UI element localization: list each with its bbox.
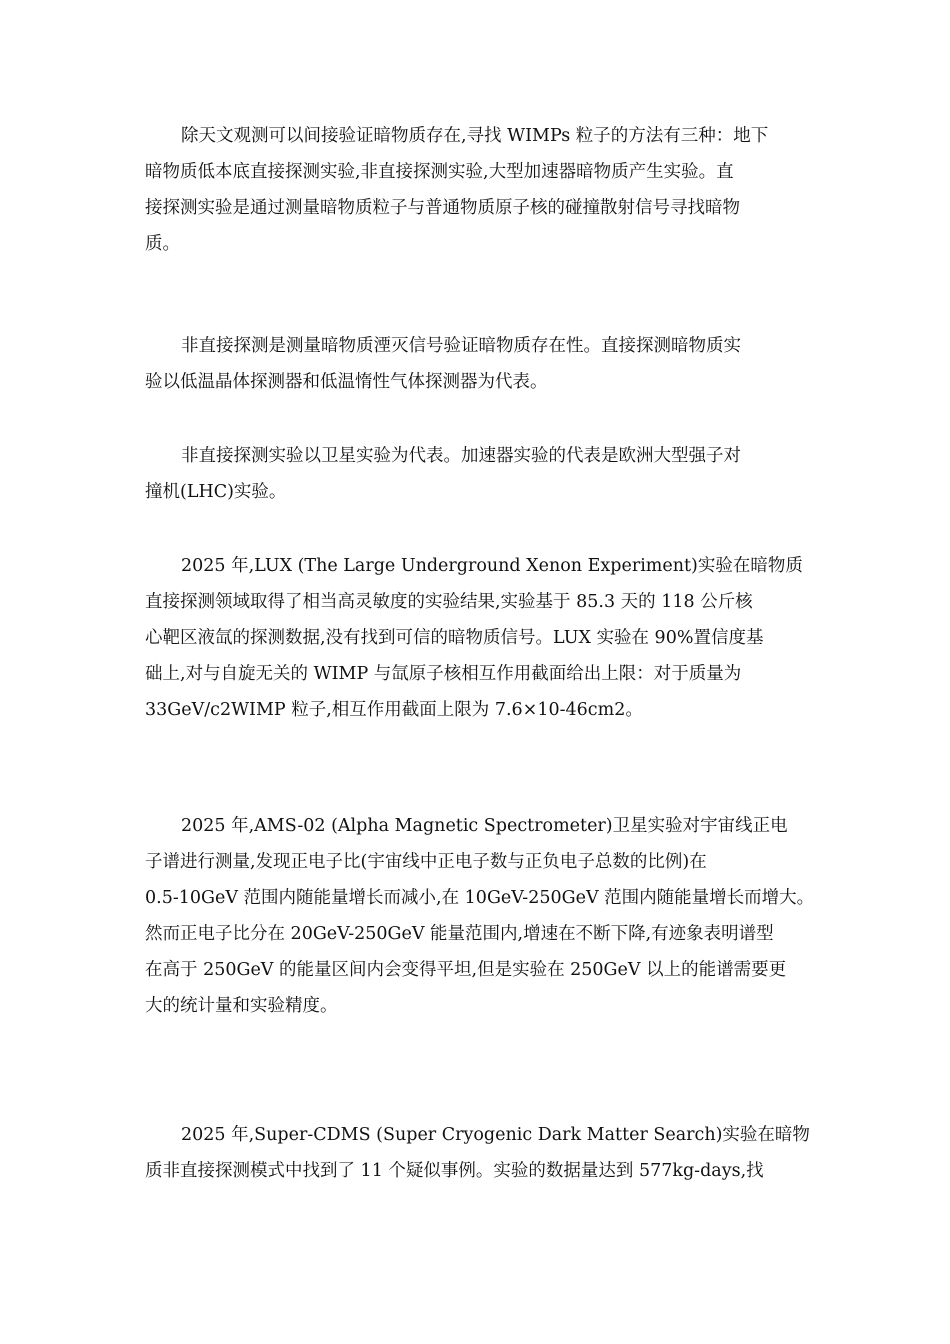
text-line: 验以低温晶体探测器和低温惰性气体探测器为代表。 xyxy=(145,372,548,392)
text-line: 接探测实验是通过测量暗物质粒子与普通物质原子核的碰撞散射信号寻找暗物 xyxy=(145,198,740,218)
paragraph-ams02-experiment xyxy=(145,808,825,1024)
paragraph-lux-experiment xyxy=(145,548,825,728)
text-line: 撞机(LHC)实验。 xyxy=(145,482,287,502)
text-line: 子谱进行测量,发现正电子比(宇宙线中正电子数与正负电子总数的比例)在 xyxy=(145,852,707,872)
paragraph-satellite-accelerator xyxy=(145,438,825,510)
text-line: 0.5-10GeV 范围内随能量增长而减小,在 10GeV-250GeV 范围内随能量增长而增大。 xyxy=(145,888,815,908)
text-line: 非直接探测是测量暗物质湮灭信号验证暗物质存在性。直接探测暗物质实 xyxy=(181,336,741,356)
text-line: 暗物质低本底直接探测实验,非直接探测实验,大型加速器暗物质产生实验。直 xyxy=(145,162,734,182)
text-line: 2025 年,Super-CDMS (Super Cryogenic Dark Matter Search)实验在暗物 xyxy=(181,1125,810,1145)
text-line: 2025 年,AMS-02 (Alpha Magnetic Spectrometer)卫星实验对宇宙线正电 xyxy=(181,816,788,836)
text-line: 然而正电子比分在 20GeV-250GeV 能量范围内,增速在不断下降,有迹象表明谱型 xyxy=(145,924,774,944)
text-line: 2025 年,LUX (The Large Underground Xenon Experiment)实验在暗物质 xyxy=(181,556,803,576)
text-line: 础上,对与自旋无关的 WIMP 与氙原子核相互作用截面给出上限：对于质量为 xyxy=(145,664,742,684)
paragraph-supercdms-experiment xyxy=(145,1117,825,1189)
paragraph-indirect-detection xyxy=(145,328,825,400)
text-line: 非直接探测实验以卫星实验为代表。加速器实验的代表是欧洲大型强子对 xyxy=(181,446,741,466)
text-line: 除天文观测可以间接验证暗物质存在,寻找 WIMPs 粒子的方法有三种：地下 xyxy=(181,126,769,146)
text-line: 心靶区液氙的探测数据,没有找到可信的暗物质信号。LUX 实验在 90%置信度基 xyxy=(145,628,764,648)
text-line: 直接探测领域取得了相当高灵敏度的实验结果,实验基于 85.3 天的 118 公斤核 xyxy=(145,592,753,612)
text-line: 质非直接探测模式中找到了 11 个疑似事例。实验的数据量达到 577kg-days,找 xyxy=(145,1161,764,1181)
text-line: 大的统计量和实验精度。 xyxy=(145,996,338,1016)
text-line: 33GeV/c2WIMP 粒子,相互作用截面上限为 7.6×10-46cm2。 xyxy=(145,700,643,720)
paragraph-detection-methods xyxy=(145,118,825,262)
text-line: 质。 xyxy=(145,234,180,254)
text-line: 在高于 250GeV 的能量区间内会变得平坦,但是实验在 250GeV 以上的能谱需要更 xyxy=(145,960,787,980)
